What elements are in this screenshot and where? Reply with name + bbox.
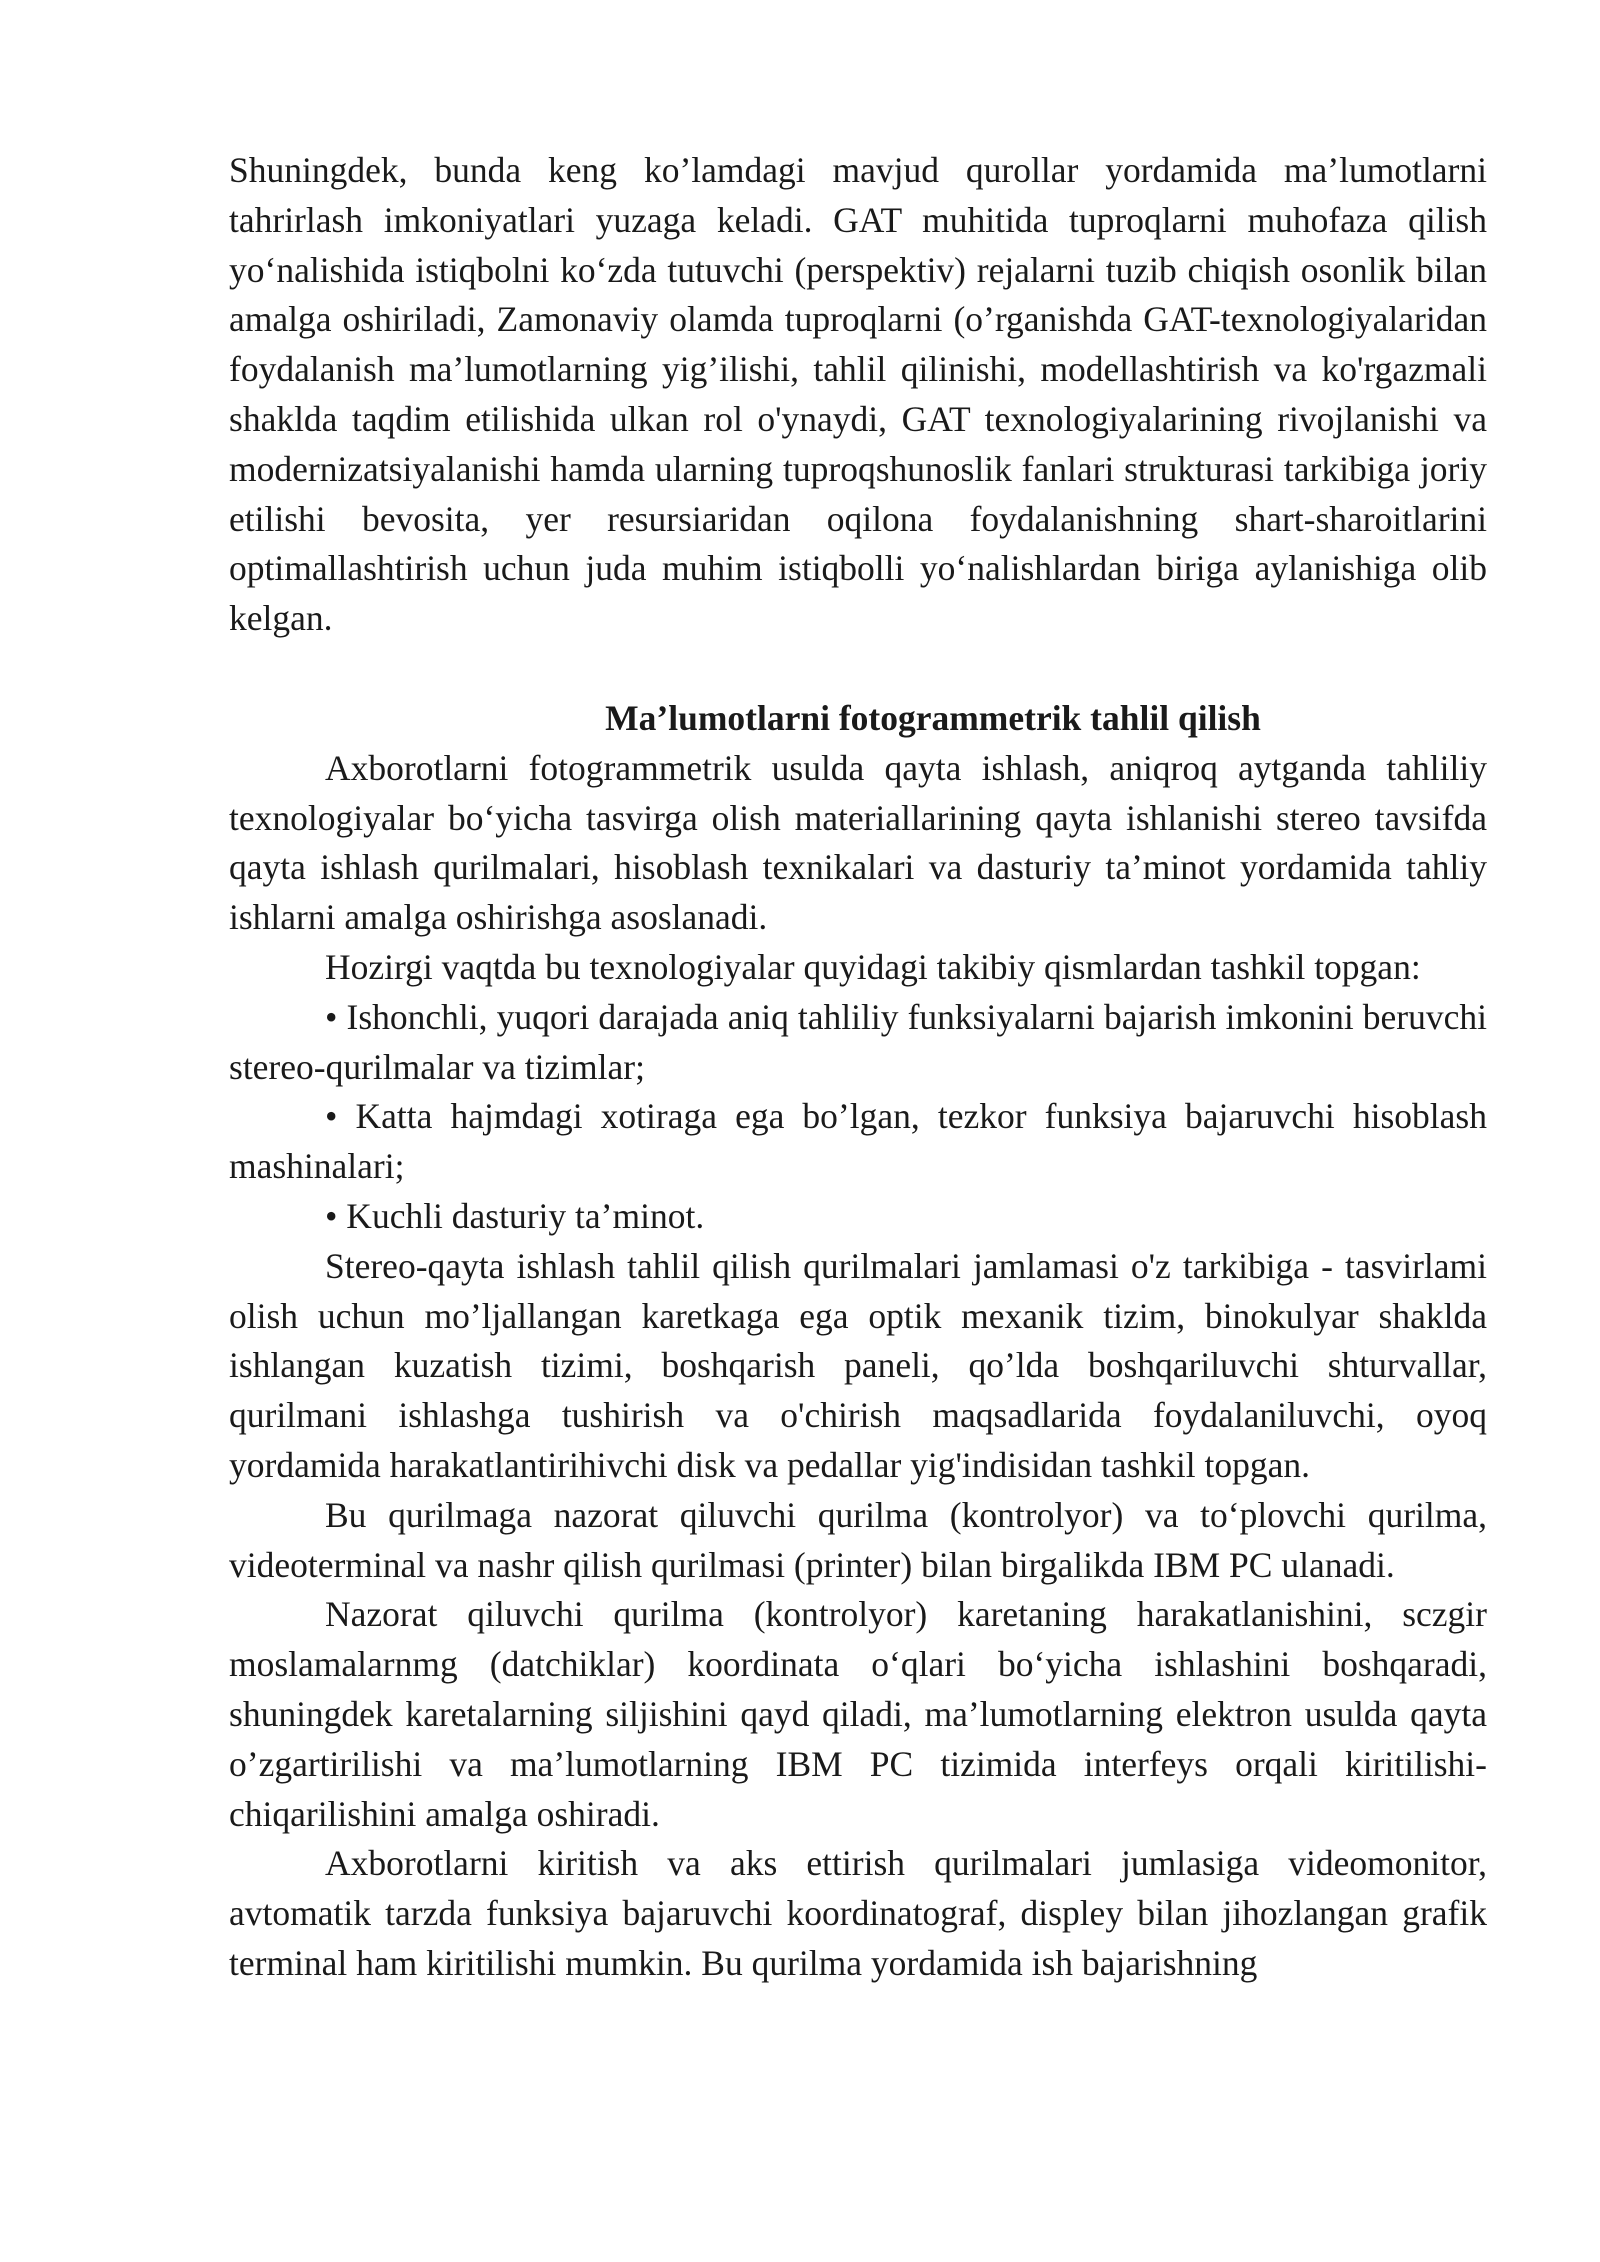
bullet-item: • Katta hajmdagi xotiraga ega bo’lgan, tezkor funksiya bajaruvchi hisoblash mashinalari; (229, 1096, 1487, 1187)
document-page (229, 146, 1487, 1989)
body-paragraph: Stereo-qayta ishlash tahlil qilish qurilmalari jamlamasi o'z tarkibiga - tasvirlami olish uchun mo’ljallangan karetkaga ega optik mexanik tizim, binokulyar shaklda ishlangan kuzatish tizimi, boshqarish paneli, qo’lda boshqariluvchi shturvallar, qurilmani ishlashga tushirish va o'chirish maqsadlarida foydalaniluvchi, oyoq yordamida harakatlantirihivchi disk va pedallar yig'indisidan tashkil topgan. (229, 1245, 1487, 1485)
body-paragraph: Nazorat qiluvchi qurilma (kontrolyor) karetaning harakatlanishini, sczgir moslamalarnmg (datchiklar) koordinata o‘qlari bo‘yicha ishlashini boshqaradi, shuningdek karetalarning siljishini qayd qiladi, ma’lumotlarning elektron usulda qayta o’zgartirilishi va ma’lumotlarning IBM PC tizimida interfeys orqali kiritilishi-chiqarilishini amalga oshiradi. (229, 1594, 1487, 1834)
body-paragraph: Axborotlarni kiritish va aks ettirish qurilmalari jumlasiga videomonitor, avtomatik tarzda funksiya bajaruvchi koordinatograf, displey bilan jihozlangan grafik terminal ham kiritilishi mumkin. Bu qurilma yordamida ish bajarishning (229, 1843, 1487, 1983)
bullet-item: • Ishonchli, yuqori darajada aniq tahliliy funksiyalarni bajarish imkonini beruvchi stereo-qurilmalar va tizimlar; (229, 996, 1487, 1087)
bullet-item: • Kuchli dasturiy ta’minot. (325, 1195, 705, 1236)
section-heading: Ma’lumotlarni fotogrammetrik tahlil qilish (605, 697, 1261, 738)
body-paragraph: Hozirgi vaqtda bu texnologiyalar quyidagi takibiy qismlardan tashkil topgan: (325, 946, 1421, 987)
intro-paragraph: Shuningdek, bunda keng ko’lamdagi mavjud qurollar yordamida ma’lumotlarni tahrirlash imkoniyatlari yuzaga keladi. GAT muhitida tuproqlarni muhofaza qilish yo‘nalishida istiqbolni ko‘zda tutuvchi (perspektiv) rejalarni tuzib chiqish osonlik bilan amalga oshiriladi, Zamonaviy olamda tuproqlarni (o’rganishda GAT-texnologiyalaridan foydalanish ma’lumotlarning yig’ilishi, tahlil qilinishi, modellashtirish va ko'rgazmali shaklda taqdim etilishida ulkan rol o'ynaydi, GAT texnologiyalarining rivojlanishi va modernizatsiyalanishi hamda ularning tuproqshunoslik fanlari strukturasi tarkibiga joriy etilishi bevosita, yer resursiaridan oqilona foydalanishning shart-sharoitlarini optimallashtirish uchun juda muhim istiqbolli yo‘nalishlardan biriga aylanishiga olib kelgan. (229, 150, 1487, 639)
body-paragraph: Axborotlarni fotogrammetrik usulda qayta ishlash, aniqroq aytganda tahliliy texnologiyalar bo‘yicha tasvirga olish materiallarining qayta ishlanishi stereo tavsifda qayta ishlash qurilmalari, hisoblash texnikalari va dasturiy ta’minot yordamida tahliy ishlarni amalga oshirishga asoslanadi. (229, 747, 1487, 938)
body-paragraph: Bu qurilmaga nazorat qiluvchi qurilma (kontrolyor) va to‘plovchi qurilma, videoterminal va nashr qilish qurilmasi (printer) bilan birgalikda IBM PC ulanadi. (229, 1494, 1487, 1585)
